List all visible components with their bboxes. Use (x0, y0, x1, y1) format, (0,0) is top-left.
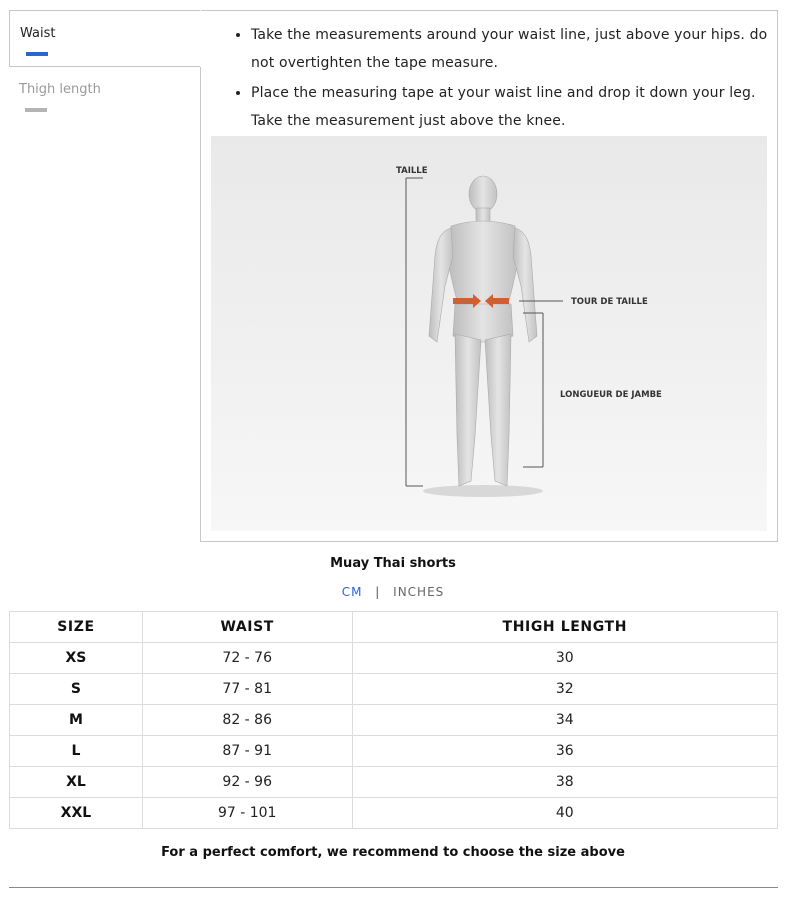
cell-size: XS (10, 643, 143, 674)
cell-thigh: 32 (352, 674, 777, 705)
bottom-divider (9, 887, 778, 888)
header-size: SIZE (10, 612, 143, 643)
cell-size: XXL (10, 798, 143, 829)
header-waist: WAIST (142, 612, 352, 643)
instruction-list (221, 21, 771, 137)
table-row (10, 705, 778, 736)
table-row (10, 767, 778, 798)
tab-waist-indicator (26, 52, 48, 56)
unit-cm-button[interactable]: CM (341, 585, 363, 599)
tab-waist-label: Waist (20, 26, 56, 41)
tab-thigh-length-label: Thigh length (19, 82, 101, 97)
cell-thigh: 38 (352, 767, 777, 798)
measurement-tabs (9, 10, 201, 125)
unit-separator: | (375, 585, 381, 599)
cell-size: M (10, 705, 143, 736)
label-leg: LONGUEUR DE JAMBE (560, 390, 662, 400)
cell-waist: 92 - 96 (142, 767, 352, 798)
cell-waist: 77 - 81 (142, 674, 352, 705)
table-row (10, 643, 778, 674)
header-thigh-length: THIGH LENGTH (352, 612, 777, 643)
instruction-waist: • Take the measurements around your waist line, just above your hips. do not overtighten the tape measure. (251, 21, 771, 77)
table-row (10, 798, 778, 829)
cell-thigh: 36 (352, 736, 777, 767)
label-height: TAILLE (396, 166, 428, 176)
size-table (9, 611, 778, 829)
label-waist: TOUR DE TAILLE (571, 297, 648, 307)
table-header-row (10, 612, 778, 643)
cell-size: L (10, 736, 143, 767)
unit-switch (0, 585, 786, 599)
size-recommendation: For a perfect comfort, we recommend to choose the size above (161, 845, 625, 860)
tab-panel-joint (200, 10, 201, 67)
table-row (10, 674, 778, 705)
cell-size: XL (10, 767, 143, 798)
unit-inches-button[interactable]: INCHES (393, 585, 445, 599)
tab-thigh-length[interactable] (9, 67, 201, 125)
cell-size: S (10, 674, 143, 705)
measurement-panel (200, 10, 778, 542)
tab-thigh-length-indicator (25, 108, 47, 112)
cell-waist: 72 - 76 (142, 643, 352, 674)
instruction-thigh: • Place the measuring tape at your waist line and drop it down your leg. Take the measurement just above the knee. (251, 79, 771, 135)
product-title: Muay Thai shorts (330, 556, 456, 571)
cell-waist: 97 - 101 (142, 798, 352, 829)
measurement-illustration (211, 136, 767, 531)
cell-thigh: 30 (352, 643, 777, 674)
cell-waist: 82 - 86 (142, 705, 352, 736)
tab-waist[interactable] (9, 10, 201, 67)
cell-thigh: 34 (352, 705, 777, 736)
cell-thigh: 40 (352, 798, 777, 829)
cell-waist: 87 - 91 (142, 736, 352, 767)
table-row (10, 736, 778, 767)
